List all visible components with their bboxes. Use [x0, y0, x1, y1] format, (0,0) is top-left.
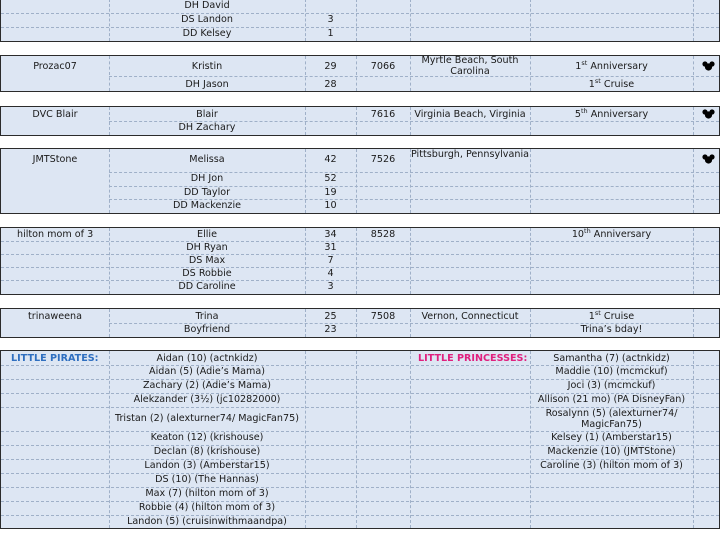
username: DVC Blair: [32, 109, 78, 120]
kids-block: [0, 350, 720, 529]
member-age: 7: [327, 255, 334, 266]
little-princesses-label: LITTLE PRINCESSES:: [418, 353, 528, 364]
princess-kid: Rosalynn (5) (alexturner74/ MagicFan75): [545, 408, 678, 430]
member-age: 23: [324, 324, 337, 335]
occasion: Trina’s bday!: [580, 324, 643, 335]
princess-kid: Samantha (7) (actnkidz): [553, 353, 670, 364]
ship-number: 7526: [370, 154, 396, 165]
princess-kid: Mackenzie (10) (JMTStone): [547, 446, 676, 457]
username: hilton mom of 3: [17, 229, 94, 240]
pirate-kid: Zachary (2) (Adie’s Mama): [142, 380, 271, 391]
pirate-kid: Aidan (5) (Adie’s Mama): [149, 366, 265, 377]
pirate-kid: Landon (5) (cruisinwithmaandpa): [127, 516, 287, 527]
pirate-kid: Robbie (4) (hilton mom of 3): [138, 502, 276, 513]
little-pirates-label: LITTLE PIRATES:: [11, 353, 99, 364]
location: Virginia Beach, Virginia: [414, 109, 526, 120]
princess-kid: Caroline (3) (hilton mom of 3): [540, 460, 683, 471]
family-block-5: [0, 308, 720, 338]
member-name: DD Caroline: [178, 281, 236, 292]
username: JMTStone: [32, 154, 78, 165]
ship-number: 7066: [370, 61, 396, 72]
member-age: 3: [327, 14, 334, 25]
location: Vernon, Connecticut: [421, 311, 519, 322]
pirate-kid: Aidan (10) (actnkidz): [156, 353, 258, 364]
pirate-kid: Declan (8) (krishouse): [153, 446, 261, 457]
pirate-kid: Alekzander (3½) (jc10282000): [133, 394, 281, 405]
location: Pittsburgh, Pennsylvania: [410, 149, 529, 160]
member-name: DH Jon: [190, 173, 224, 184]
princess-kid: Kelsey (1) (Amberstar15): [551, 432, 672, 443]
username: trinaweena: [28, 311, 82, 322]
member-age: 31: [324, 242, 337, 253]
member-age: 28: [324, 79, 337, 90]
occasion: 1st Cruise: [588, 308, 635, 322]
member-name: Melissa: [189, 154, 225, 165]
mouse-ears-icon: [702, 109, 715, 119]
ship-number: 8528: [370, 229, 396, 240]
member-name: DS Landon: [181, 14, 233, 25]
member-age: 19: [324, 187, 337, 198]
family-block-1: [0, 55, 720, 92]
member-age: 42: [324, 154, 337, 165]
member-name: DH Ryan: [186, 242, 228, 253]
pirate-kid: Tristan (2) (alexturner74/ MagicFan75): [115, 413, 299, 424]
member-age: 1: [327, 28, 334, 39]
member-age: 3: [327, 281, 334, 292]
occasion: 5th Anniversary: [574, 106, 649, 120]
member-name: DH Jason: [185, 79, 229, 90]
occasion: 1st Anniversary: [575, 58, 648, 72]
member-name: DH David: [184, 0, 230, 11]
family-block-0: [0, 0, 720, 42]
occasion: 1st Cruise: [588, 76, 635, 90]
occasion: 10th Anniversary: [571, 227, 652, 240]
ship-number: 7616: [370, 109, 396, 120]
member-name: DD Taylor: [183, 187, 231, 198]
member-name: DH Zachary: [178, 122, 236, 133]
pirate-kid: DS (10) (The Hannas): [155, 474, 259, 485]
mouse-ears-icon: [702, 154, 715, 164]
member-age: 10: [324, 200, 337, 211]
member-name: DS Robbie: [182, 268, 232, 279]
family-block-2: [0, 106, 720, 136]
ship-number: 7508: [370, 311, 396, 322]
pirate-kid: Keaton (12) (krishouse): [150, 432, 264, 443]
member-name: Trina: [195, 311, 219, 322]
member-age: 25: [324, 311, 337, 322]
member-name: DD Kelsey: [182, 28, 232, 39]
member-name: Boyfriend: [183, 324, 231, 335]
mouse-ears-icon: [702, 61, 715, 71]
member-age: 4: [327, 268, 334, 279]
member-age: 52: [324, 173, 337, 184]
pirate-kid: Landon (3) (Amberstar15): [144, 460, 270, 471]
princess-kid: Joci (3) (mcmckuf): [567, 380, 656, 391]
family-block-3: [0, 148, 720, 214]
member-age: 29: [324, 61, 337, 72]
member-name: Ellie: [197, 229, 217, 240]
princess-kid: Allison (21 mo) (PA DisneyFan): [537, 394, 686, 405]
location: Myrtle Beach, South Carolina: [421, 55, 519, 77]
member-name: Kristin: [191, 61, 223, 72]
member-name: DD Mackenzie: [172, 200, 242, 211]
family-block-4: [0, 227, 720, 295]
member-name: DS Max: [188, 255, 226, 266]
member-age: 34: [324, 229, 337, 240]
pirate-kid: Max (7) (hilton mom of 3): [145, 488, 269, 499]
username: Prozac07: [33, 61, 77, 72]
member-name: Blair: [196, 109, 218, 120]
princess-kid: Maddie (10) (mcmckuf): [555, 366, 668, 377]
